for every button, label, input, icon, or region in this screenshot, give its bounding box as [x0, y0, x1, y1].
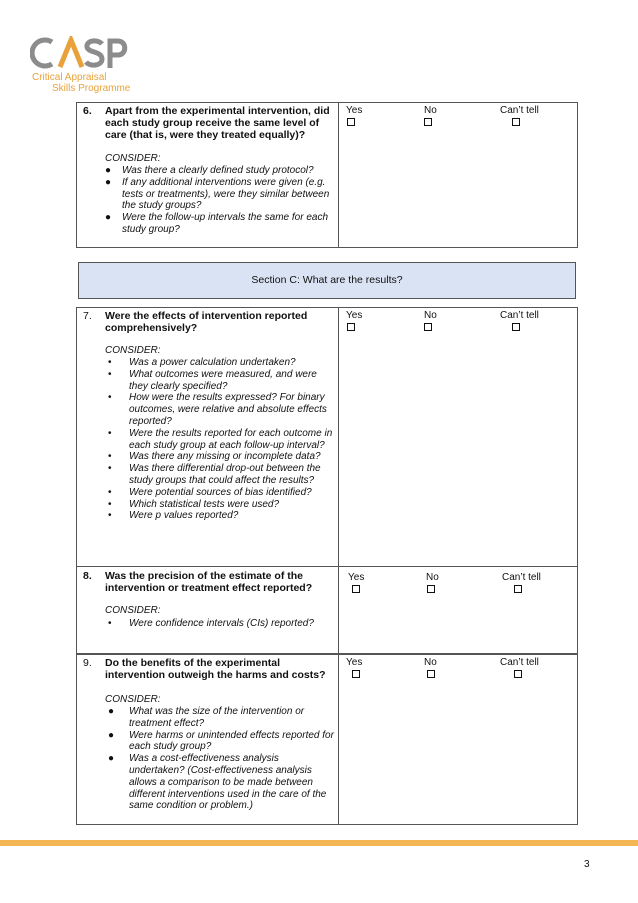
bullet-icon: • [108, 618, 112, 629]
yes-checkbox[interactable] [352, 585, 360, 593]
question-7-text-cell [77, 308, 339, 566]
question-6-number: 6. [83, 105, 92, 117]
question-9-answers [340, 655, 577, 681]
cant-tell-checkbox[interactable] [512, 118, 520, 126]
no-checkbox[interactable] [427, 670, 435, 678]
list-item: • Were confidence intervals (CIs) reported? [108, 618, 314, 629]
list-item: ● Were harms or unintended effects reported for each study group? [108, 729, 334, 753]
question-9-consider-label: CONSIDER: [105, 694, 161, 705]
question-9-box [76, 654, 578, 825]
yes-label: Yes [348, 572, 365, 583]
no-label: No [426, 572, 439, 583]
list-item: • Which statistical tests were used? [108, 498, 280, 510]
bullet-icon: • [108, 451, 112, 463]
question-6-consider-list [105, 165, 332, 236]
logo-line-2: Skills Programme [52, 83, 131, 94]
logo-line-1: Critical Appraisal [32, 72, 107, 83]
bullet-icon: ● [108, 729, 115, 741]
question-6-title: Apart from the experimental intervention, did each study group receive the same level of care (that is, were they treated equally)? [105, 105, 330, 141]
list-item: ● Was there a clearly defined study protocol? [105, 165, 314, 176]
question-7-consider-list [108, 357, 334, 522]
bullet-icon: ● [105, 176, 112, 188]
page-number: 3 [584, 859, 590, 870]
question-6-text-cell [77, 103, 339, 247]
bullet-icon: ● [105, 165, 112, 176]
no-checkbox[interactable] [424, 118, 432, 126]
bullet-icon: ● [105, 212, 112, 224]
question-7-box [76, 307, 578, 567]
yes-label: Yes [346, 105, 363, 116]
list-item: • Was there any missing or incomplete data? [108, 451, 321, 463]
yes-label: Yes [346, 657, 363, 668]
list-item: • Was there differential drop-out between the study groups that could affect the results? [108, 463, 321, 486]
bullet-icon: • [108, 427, 112, 439]
yes-label: Yes [346, 310, 363, 321]
list-item: ● If any additional interventions were given (e.g. tests or treatments), were they similar between the study groups? [105, 176, 330, 212]
list-item: • Were potential sources of bias identified? [108, 486, 312, 498]
bullet-icon: • [108, 368, 112, 380]
bullet-icon: ● [108, 706, 115, 717]
list-item: • Was a power calculation undertaken? [108, 357, 296, 368]
question-8-number: 8. [83, 570, 92, 582]
list-item: ● What was the size of the intervention or treatment effect? [108, 706, 305, 729]
casp-wordmark [30, 36, 130, 70]
question-7-answers [340, 308, 577, 334]
cant-tell-checkbox[interactable] [512, 323, 520, 331]
question-9-number: 9. [83, 657, 92, 669]
yes-checkbox[interactable] [352, 670, 360, 678]
section-c-title: Section C: What are the results? [251, 274, 403, 286]
bullet-icon: • [108, 498, 112, 510]
question-8-consider-list [108, 618, 334, 630]
question-7-consider-label: CONSIDER: [105, 345, 161, 356]
no-checkbox[interactable] [427, 585, 435, 593]
question-6-consider-label: CONSIDER: [105, 153, 161, 164]
question-7-number: 7. [83, 310, 92, 322]
cant-tell-label: Can’t tell [502, 572, 541, 583]
casp-logo [30, 36, 140, 96]
list-item: • What outcomes were measured, and were they clearly specified? [108, 368, 317, 392]
no-label: No [424, 105, 437, 116]
question-6-answers [340, 103, 577, 129]
bullet-icon: • [108, 357, 112, 368]
cant-tell-checkbox[interactable] [514, 670, 522, 678]
bullet-icon: • [108, 392, 112, 404]
question-8-consider-label: CONSIDER: [105, 605, 161, 616]
bullet-icon: • [108, 510, 112, 522]
list-item: • Were the results reported for each outcome in each study group at each follow-up interval? [108, 427, 333, 451]
yes-checkbox[interactable] [347, 118, 355, 126]
no-checkbox[interactable] [424, 323, 432, 331]
cant-tell-label: Can’t tell [500, 310, 539, 321]
list-item: • How were the results expressed? For binary outcomes, were relative and absolute effects reported? [108, 392, 327, 427]
list-item: ● Were the follow-up intervals the same for each study group? [105, 212, 329, 235]
question-8-box [76, 567, 578, 654]
question-7-title: Were the effects of intervention reported comprehensively? [105, 310, 308, 334]
no-label: No [424, 310, 437, 321]
question-9-consider-list [108, 706, 334, 812]
question-8-text-cell [77, 567, 339, 653]
bullet-icon: • [108, 486, 112, 498]
section-c-header [78, 262, 576, 299]
list-item: ● Was a cost-effectiveness analysis undertaken? (Cost-effectiveness analysis allows a comparison to be made between different interventions used in the care of the same condition or problem.) [108, 753, 327, 812]
question-8-answers [340, 570, 577, 596]
no-label: No [424, 657, 437, 668]
cant-tell-checkbox[interactable] [514, 585, 522, 593]
question-9-text-cell [77, 655, 339, 824]
bullet-icon: • [108, 463, 112, 475]
yes-checkbox[interactable] [347, 323, 355, 331]
cant-tell-label: Can’t tell [500, 657, 539, 668]
list-item: • Were p values reported? [108, 510, 239, 522]
bullet-icon: ● [108, 753, 115, 765]
question-8-title: Was the precision of the estimate of the intervention or treatment effect reported? [105, 570, 313, 594]
question-9-title: Do the benefits of the experimental intervention outweigh the harms and costs? [105, 657, 326, 681]
cant-tell-label: Can’t tell [500, 105, 539, 116]
footer-accent-bar [0, 840, 638, 846]
question-6-box [76, 102, 578, 248]
